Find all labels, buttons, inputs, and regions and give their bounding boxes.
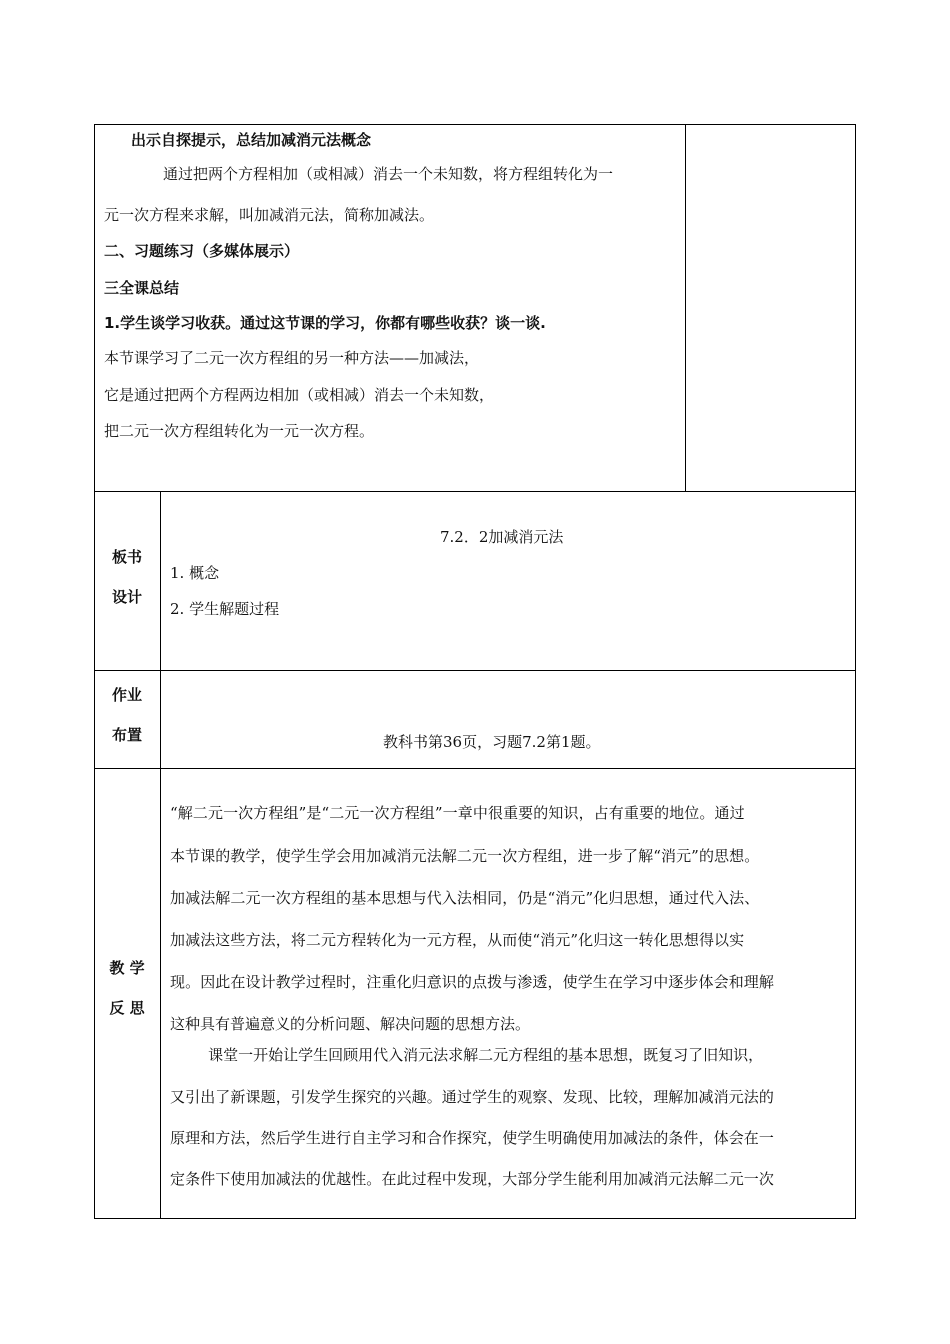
board-item-process: 2. 学生解题过程: [170, 600, 280, 618]
reflection-line: 又引出了新课题，引发学生探究的兴趣。通过学生的观察、发现、比较，理解加减消元法的: [170, 1088, 775, 1106]
summary-question: 1.学生谈学习收获。通过这节课的学习，你都有哪些收获？谈一谈.: [104, 314, 546, 332]
board-title: 7.2．2加减消元法: [440, 528, 564, 546]
concept-heading: 出示自探提示，总结加减消元法概念: [131, 131, 372, 149]
summary-line-1: 本节课学习了二元一次方程组的另一种方法——加减法，: [104, 349, 480, 367]
summary-line-3: 把二元一次方程组转化为一元一次方程。: [104, 422, 375, 440]
homework-label-line-1: 作业: [111, 686, 142, 704]
board-item-concept: 1. 概念: [170, 564, 220, 582]
reflection-line: 课堂一开始让学生回顾用代入消元法求解二元方程组的基本思想，既复习了旧知识，: [170, 1046, 764, 1064]
table-border-top: [94, 124, 856, 125]
reflection-line: 原理和方法，然后学生进行自主学习和合作探究，使学生明确使用加减法的条件，体会在一: [170, 1129, 775, 1147]
reflection-line: 加减法解二元一次方程组的基本思想与代入法相同，仍是“消元”化归思想，通过代入法、: [170, 889, 760, 907]
summary-heading: 三全课总结: [104, 279, 180, 297]
summary-line-2: 它是通过把两个方程两边相加（或相减）消去一个未知数，: [104, 386, 495, 404]
label-column-divider: [160, 491, 161, 1218]
table-border-right: [855, 124, 856, 1219]
board-design-label-line-2: 设计: [111, 588, 142, 606]
exercise-heading: 二、习题练习（多媒体展示）: [104, 242, 300, 260]
table-row-divider: [94, 768, 856, 769]
top-right-column-divider: [685, 124, 686, 491]
reflection-line: 这种具有普遍意义的分析问题、解决问题的思想方法。: [170, 1015, 531, 1033]
reflection-line: 加减法这些方法，将二元方程转化为一元方程，从而使“消元”化归这一转化思想得以实: [170, 931, 745, 949]
homework-label-line-2: 布置: [111, 726, 142, 744]
table-row-divider: [94, 670, 856, 671]
reflection-line: 本节课的教学，使学生学会用加减消元法解二元一次方程组，进一步了解“消元”的思想。: [170, 847, 760, 865]
concept-paragraph-line-2: 元一次方程来求解，叫加减消元法，简称加减法。: [104, 206, 435, 224]
reflection-label-line-1: 教 学: [109, 959, 145, 977]
board-design-label-line-1: 板书: [111, 548, 142, 566]
reflection-line: 定条件下使用加减法的优越性。在此过程中发现，大部分学生能利用加减消元法解二元一次: [170, 1170, 775, 1188]
reflection-line: 现。因此在设计教学过程时，注重化归意识的点拨与渗透，使学生在学习中逐步体会和理解: [170, 973, 775, 991]
concept-paragraph-line-1: 通过把两个方程相加（或相减）消去一个未知数，将方程组转化为一: [163, 165, 614, 183]
reflection-label-line-2: 反 思: [109, 999, 145, 1017]
homework-text: 教科书第36页，习题7.2第1题。: [383, 733, 601, 751]
table-row-divider: [94, 491, 856, 492]
table-border-left: [94, 124, 95, 1219]
reflection-line: “解二元一次方程组”是“二元一次方程组”一章中很重要的知识，占有重要的地位。通过: [170, 804, 745, 822]
table-border-bottom: [94, 1218, 856, 1219]
